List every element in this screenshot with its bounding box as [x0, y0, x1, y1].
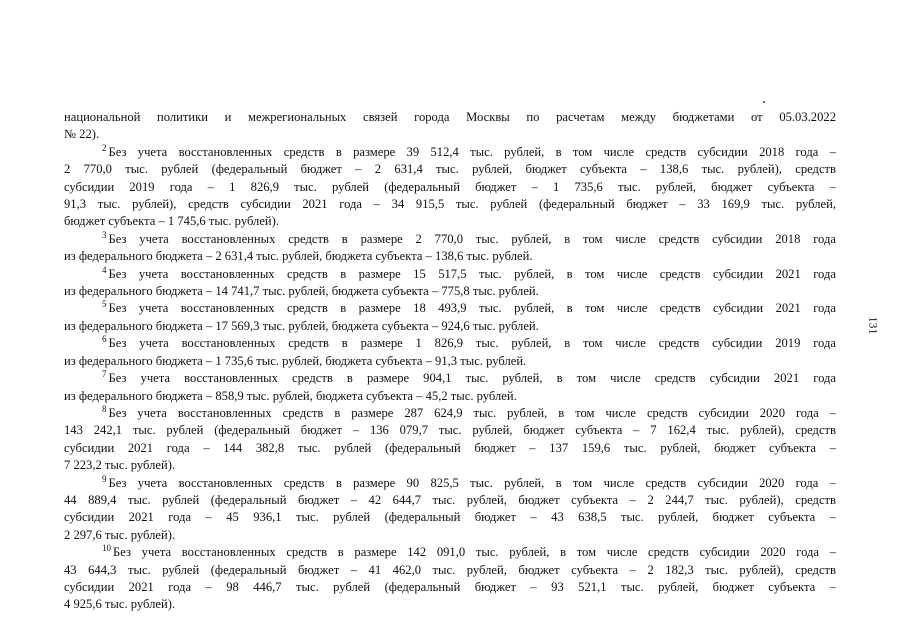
- footnote-text: Без учета восстановленных средств в размере 39 512,4 тыс. рублей, в том числе средств субсидии 2018 года –: [108, 144, 836, 159]
- footnote-line: [64, 300, 836, 317]
- footnote-text: 44 889,4 тыс. рублей (федеральный бюджет – 42 644,7 тыс. рублей, бюджет субъекта – 2 244,7 тыс. рублей), средств: [64, 492, 836, 507]
- footnote-text: Без учета восстановленных средств в размере 18 493,9 тыс. рублей, в том числе средств субсидии 2021 года: [108, 301, 836, 316]
- footnote-text: Без учета восстановленных средств в размере 904,1 тыс. рублей, в том числе средств субсидии 2021 года: [108, 371, 836, 386]
- footnote-line: [64, 283, 836, 300]
- footnote-marker: 10: [102, 543, 111, 554]
- footnote-text: из федерального бюджета – 14 741,7 тыс. рублей, бюджета субъекта – 775,8 тыс. рублей.: [64, 284, 539, 299]
- footnote: [64, 544, 836, 614]
- footnote-text: Без учета восстановленных средств в размере 287 624,9 тыс. рублей, в том числе средств субсидии 2020 года –: [108, 405, 836, 420]
- footnote-text: из федерального бюджета – 1 735,6 тыс. рублей, бюджета субъекта – 91,3 тыс. рублей.: [64, 353, 527, 368]
- footnote-text: субсидии 2021 года – 45 936,1 тыс. рублей (федеральный бюджет – 43 638,5 тыс. рублей, бюджет субъекта –: [64, 510, 836, 525]
- footnote-line: [64, 388, 836, 405]
- footnote: [64, 231, 836, 266]
- footnote-line: [64, 231, 836, 248]
- footnote-text: Без учета восстановленных средств в размере 90 825,5 тыс. рублей, в том числе средств субсидии 2020 года –: [108, 475, 836, 490]
- footnote-text: Без учета восстановленных средств в размере 15 517,5 тыс. рублей, в том числе средств субсидии 2021 года: [108, 266, 836, 281]
- footnote: [64, 300, 836, 335]
- footnote-line: [64, 161, 836, 178]
- page-number: 131: [866, 316, 881, 335]
- footnote-text: Без учета восстановленных средств в размере 142 091,0 тыс. рублей, в том числе средств субсидии 2020 года –: [113, 545, 836, 560]
- footnote-text: 7 223,2 тыс. рублей).: [64, 458, 176, 473]
- footnote-text: субсидии 2021 года – 98 446,7 тыс. рублей (федеральный бюджет – 93 521,1 тыс. рублей, бюджет субъекта –: [64, 579, 836, 594]
- footnote-text: Без учета восстановленных средств в размере 2 770,0 тыс. рублей, в том числе средств субсидии 2018 года: [108, 231, 836, 246]
- footnote-line: [64, 248, 836, 265]
- footnote-line: [64, 353, 836, 370]
- footnote: [64, 144, 836, 231]
- footnote-line: [64, 213, 836, 230]
- footnote: [64, 370, 836, 405]
- footnote-text: Без учета восстановленных средств в размере 1 826,9 тыс. рублей, в том числе средств субсидии 2019 года: [108, 336, 836, 351]
- footnote-text: 2 297,6 тыс. рублей).: [64, 527, 176, 542]
- footnote: [64, 405, 836, 475]
- footnote: [64, 266, 836, 301]
- footnote-marker: 5: [102, 299, 107, 310]
- footnote-line: [64, 492, 836, 509]
- footnote-text: из федерального бюджета – 2 631,4 тыс. рублей, бюджета субъекта – 138,6 тыс. рублей.: [64, 249, 533, 264]
- footnote-line: [64, 475, 836, 492]
- footnote-marker: 8: [102, 403, 107, 414]
- footnote-line: [64, 440, 836, 457]
- footnote-text: 4 925,6 тыс. рублей).: [64, 597, 176, 612]
- footnote-line: [64, 196, 836, 213]
- footnote-line: [64, 527, 836, 544]
- footnote-text: субсидии 2019 года – 1 826,9 тыс. рублей (федеральный бюджет – 1 735,6 тыс. рублей, бюджет субъекта –: [64, 179, 836, 194]
- footnotes-list: [64, 144, 836, 614]
- footnote-marker: 4: [102, 264, 107, 275]
- footnote-marker: 9: [102, 473, 107, 484]
- intro-line: национальной политики и межрегиональных связей города Москвы по расчетам между бюджетами от 05.03.2022: [64, 110, 836, 124]
- footnote-text: бюджет субъекта – 1 745,6 тыс. рублей).: [64, 214, 279, 229]
- footnote-line: [64, 544, 836, 561]
- footnote-marker: 2: [102, 142, 107, 153]
- footnote-line: [64, 144, 836, 161]
- footnote-marker: 3: [102, 229, 107, 240]
- footnote-text: субсидии 2021 года – 144 382,8 тыс. рублей (федеральный бюджет – 137 159,6 тыс. рублей, бюджет субъекта –: [64, 440, 836, 455]
- document-body: [64, 109, 836, 614]
- stray-dot: [763, 101, 765, 103]
- footnote-marker: 6: [102, 334, 107, 345]
- footnote-line: [64, 596, 836, 613]
- footnote-text: 2 770,0 тыс. рублей (федеральный бюджет – 2 631,4 тыс. рублей, бюджет субъекта – 138,6 тыс. рублей), средств: [64, 162, 836, 177]
- footnote-text: из федерального бюджета – 858,9 тыс. рублей, бюджета субъекта – 45,2 тыс. рублей.: [64, 388, 517, 403]
- footnote-line: [64, 405, 836, 422]
- footnote-line: [64, 266, 836, 283]
- footnote-line: [64, 509, 836, 526]
- footnote-line: [64, 562, 836, 579]
- footnote-line: [64, 457, 836, 474]
- footnote-text: 91,3 тыс. рублей), средств субсидии 2021 года – 34 915,5 тыс. рублей (федеральный бюджет – 33 169,9 тыс. рублей,: [64, 197, 836, 212]
- footnote-line: [64, 370, 836, 387]
- footnote-text: 43 644,3 тыс. рублей (федеральный бюджет – 41 462,0 тыс. рублей, бюджет субъекта – 2 182,3 тыс. рублей), средств: [64, 562, 836, 577]
- footnote-line: [64, 179, 836, 196]
- footnote-line: [64, 335, 836, 352]
- footnote-text: 143 242,1 тыс. рублей (федеральный бюджет – 136 079,7 тыс. рублей, бюджет субъекта – 7 162,4 тыс. рублей), средств: [64, 423, 836, 438]
- footnote: [64, 475, 836, 545]
- intro-line: № 22).: [64, 127, 100, 142]
- footnote-marker: 7: [102, 369, 107, 380]
- footnote-line: [64, 579, 836, 596]
- footnote-text: из федерального бюджета – 17 569,3 тыс. рублей, бюджета субъекта – 924,6 тыс. рублей.: [64, 318, 539, 333]
- footnote-line: [64, 422, 836, 439]
- footnote: [64, 335, 836, 370]
- footnote-line: [64, 318, 836, 335]
